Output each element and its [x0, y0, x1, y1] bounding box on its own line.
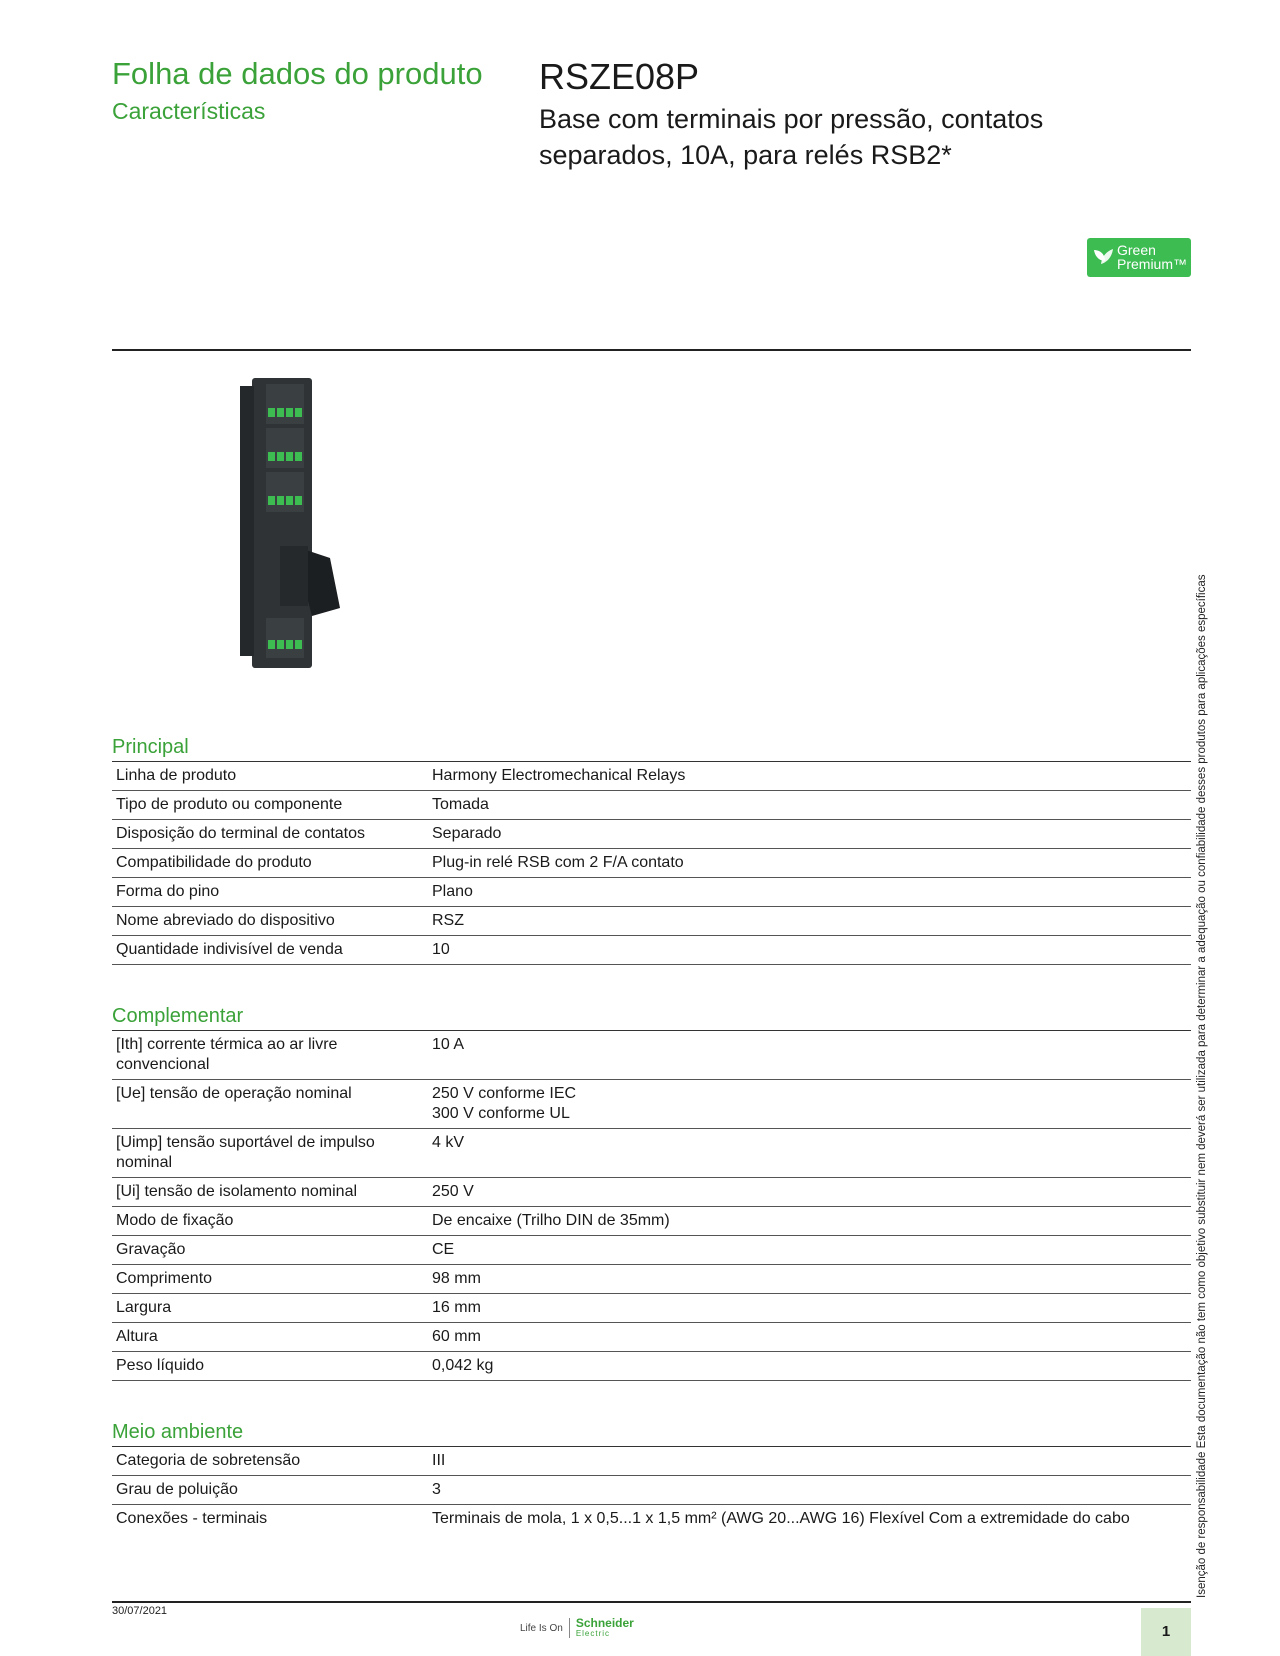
row-value: 60 mm: [432, 1328, 481, 1345]
row-label: Tipo de produto ou componente: [116, 796, 343, 813]
disclaimer: Isenção de responsabilidade Esta documentação não tem como objetivo substituir nem deverá ser utilizada para determinar a adequação ou confiabilidade desses produtos para aplicações específicas: [1196, 574, 1208, 1598]
row-value: [432, 1084, 1191, 1124]
table-row: [112, 1178, 1191, 1207]
row-label: Modo de fixação: [116, 1212, 234, 1229]
page-number: 1: [1161, 1623, 1171, 1640]
leaf-icon: [1092, 244, 1114, 271]
row-value: De encaixe (Trilho DIN de 35mm): [432, 1212, 670, 1229]
meio-ambiente-table: [112, 1446, 1191, 1533]
row-value: Harmony Electromechanical Relays: [432, 767, 686, 784]
section-title-meio-ambiente: Meio ambiente: [112, 1421, 244, 1443]
table-row: [112, 1447, 1191, 1476]
row-value: 10 A: [432, 1036, 465, 1053]
row-value: 250 V: [432, 1183, 474, 1200]
row-label: Linha de produto: [116, 767, 237, 784]
row-label: Peso líquido: [116, 1357, 205, 1374]
table-row: [112, 1323, 1191, 1352]
row-label: Gravação: [116, 1241, 186, 1258]
badge-line-1: Green: [1117, 242, 1156, 258]
row-value: Plano: [432, 883, 473, 900]
row-label: Disposição do terminal de contatos: [116, 825, 366, 842]
row-value: III: [432, 1452, 446, 1469]
table-row: [112, 762, 1191, 791]
table-row: [112, 1265, 1191, 1294]
row-label: Largura: [116, 1299, 172, 1316]
page-number-box: [1141, 1608, 1191, 1656]
header-divider: [112, 349, 1191, 351]
value-line-2: 300 V conforme UL: [432, 1105, 570, 1122]
row-value: 4 kV: [432, 1134, 465, 1151]
table-row: [112, 1129, 1191, 1178]
green-premium-badge: [1087, 238, 1191, 277]
logo-separator: [569, 1618, 570, 1638]
footer-date: 30/07/2021: [112, 1605, 168, 1617]
section-title-complementar: Complementar: [112, 1005, 244, 1027]
product-reference: RSZE08P: [539, 56, 700, 97]
row-value: 10: [432, 941, 450, 958]
row-label: Altura: [116, 1328, 158, 1345]
row-value: RSZ: [432, 912, 464, 929]
table-row: [112, 1352, 1191, 1381]
table-row: [112, 1294, 1191, 1323]
row-value: Tomada: [432, 796, 489, 813]
row-value: 16 mm: [432, 1299, 481, 1316]
value-line-1: 250 V conforme IEC: [432, 1085, 577, 1102]
principal-table: [112, 761, 1191, 965]
page-title: Folha de dados do produto: [112, 56, 483, 91]
brand-sub: Electric: [575, 1629, 611, 1638]
row-label: Forma do pino: [116, 883, 220, 900]
product-description: Base com terminais por pressão, contatos separados, 10A, para relés RSB2*: [539, 104, 1044, 170]
row-label: [Ui] tensão de isolamento nominal: [116, 1183, 358, 1200]
footer-divider: [112, 1601, 1191, 1603]
life-is-on-text: Life Is On: [520, 1622, 563, 1634]
row-value: Separado: [432, 825, 502, 842]
row-label: [Ue] tensão de operação nominal: [116, 1085, 352, 1102]
table-row: [112, 849, 1191, 878]
page-subtitle: Características: [112, 98, 266, 124]
row-label: Comprimento: [116, 1270, 213, 1287]
table-row: [112, 1236, 1191, 1265]
row-label: Nome abreviado do dispositivo: [116, 912, 335, 929]
table-row: [112, 1505, 1191, 1533]
row-label: Categoria de sobretensão: [116, 1452, 301, 1469]
complementar-table: [112, 1030, 1191, 1381]
row-value: 98 mm: [432, 1270, 481, 1287]
row-value: CE: [432, 1241, 455, 1258]
row-label: [Ith] corrente térmica ao ar livre convencional: [116, 1036, 338, 1073]
table-row: [112, 820, 1191, 849]
table-row: [112, 907, 1191, 936]
table-row: [112, 1476, 1191, 1505]
section-title-principal: Principal: [112, 736, 189, 758]
row-label: Grau de poluição: [116, 1481, 238, 1498]
table-row: [112, 1080, 1191, 1129]
table-row: [112, 791, 1191, 820]
badge-line-2: Premium™: [1117, 256, 1188, 272]
green-premium-label: [1117, 243, 1187, 271]
row-label: Quantidade indivisível de venda: [116, 941, 343, 958]
row-label: Compatibilidade do produto: [116, 854, 312, 871]
table-row: [112, 1207, 1191, 1236]
row-value: 0,042 kg: [432, 1357, 494, 1374]
table-row: [112, 1031, 1191, 1080]
row-value: 3: [432, 1481, 441, 1498]
schneider-logo: [520, 1616, 634, 1640]
row-label: [Uimp] tensão suportável de impulso nominal: [116, 1134, 375, 1171]
table-row: [112, 936, 1191, 965]
row-value: Terminais de mola, 1 x 0,5...1 x 1,5 mm² (AWG 20...AWG 16) Flexível Com a extremidade do cabo: [432, 1510, 1130, 1527]
product-image: [240, 378, 360, 688]
table-row: [112, 878, 1191, 907]
brand-name: Schneider: [575, 1616, 634, 1630]
row-label: Conexões - terminais: [116, 1510, 268, 1527]
row-value: Plug-in relé RSB com 2 F/A contato: [432, 854, 684, 871]
brand-block: [576, 1618, 634, 1638]
